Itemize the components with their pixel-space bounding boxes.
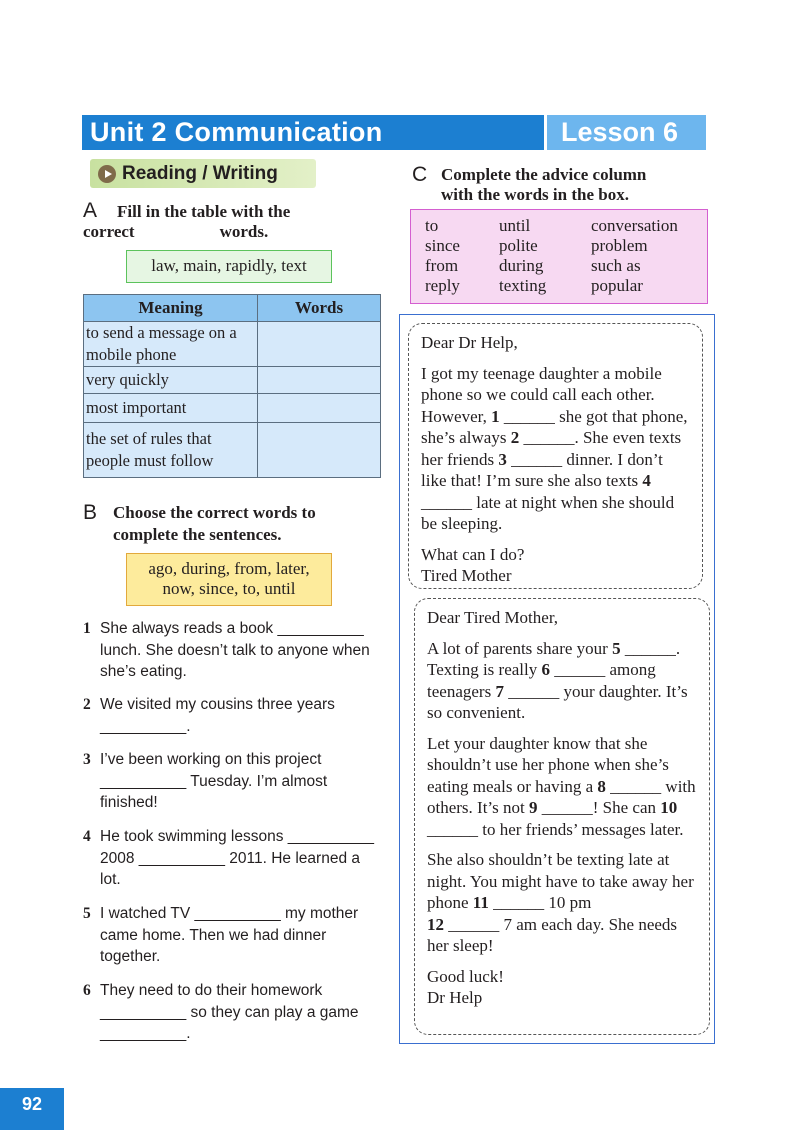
question-text: We visited my cousins three years __________. [100,696,335,735]
question-item [83,826,383,891]
word-box-item: until [499,216,531,235]
table-header-row [84,295,381,322]
letter-paragraph: She also shouldn’t be texting late at night. You might have to take away her phone 11 ______ 10 pm 12 ______ 7 am each day. She needs her sleep! [427,850,694,955]
question-number: 2 [83,696,91,713]
question-number: 1 [83,620,91,637]
table-row [84,322,381,367]
table-cell-meaning: most important [84,394,258,423]
question-item [83,618,383,683]
exercise-a-word-box: law, main, rapidly, text [126,250,332,283]
word-box-item: polite [499,236,538,255]
word-box-line: now, since, to, until [162,579,296,598]
exercise-c-letter: C [412,163,428,186]
exercise-a-letter: A [83,199,98,222]
table-cell-meaning: the set of rules that people must follow [84,423,258,478]
question-number: 4 [83,828,91,845]
page-number: 92 [0,1088,64,1130]
exercise-c-instruction-2: with the words in the box. [441,185,629,204]
letter-greeting: Dear Tired Mother, [427,608,559,627]
question-text: He took swimming lessons __________ 2008 __________ 2011. He learned a lot. [100,828,374,888]
letter-paragraph: A lot of parents share your 5 ______. Texting is really 6 ______ among teenagers 7 ______ your daughter. It’s so convenient. [427,638,688,722]
word-box-item: popular [591,276,643,295]
word-box-item: problem [591,236,648,255]
letter-paragraph: Let your daughter know that she shouldn’t use her phone when she’s eating meals or having a 8 ______ with others. It’s not 9 ______! She can 10 ______ to her friends’ messages later. [427,733,696,839]
table-row [84,394,381,423]
question-text: I’ve been working on this project __________ Tuesday. I’m almost finished! [100,751,328,811]
word-box-item: since [425,236,460,255]
exercise-b-instruction-1: Choose the correct words to [113,503,316,522]
letter-signature: Dr Help [427,988,483,1007]
table-row [84,367,381,394]
question-text: They need to do their homework __________ so they can play a game __________. [100,982,359,1042]
table-cell-answer[interactable] [258,423,381,478]
exercise-a-instruction-1: Fill in the table with the [117,202,291,221]
table-header-meaning: Meaning [84,295,258,322]
word-box-item: texting [499,276,547,295]
table-cell-answer[interactable] [258,322,381,367]
section-tag [90,159,316,188]
word-box-line: ago, during, from, later, [148,559,310,578]
table-cell-meaning: to send a message on a mobile phone [84,322,258,367]
word-box-item: during [499,256,544,275]
letter-closing: Good luck! [427,966,504,986]
exercise-c-word-box [410,209,708,304]
letter-signature: Tired Mother [421,566,512,585]
table-cell-meaning: very quickly [84,367,258,394]
word-box-item: reply [425,276,460,295]
meaning-words-table [83,294,381,478]
exercise-b-instruction-2: complete the sentences. [113,525,282,544]
exercise-a-instruction-2: correct words. [83,222,269,241]
lesson-title: Lesson 6 [547,115,706,150]
table-cell-answer[interactable] [258,367,381,394]
question-item [83,903,383,968]
table-cell-answer[interactable] [258,394,381,423]
question-item [83,694,383,737]
exercise-b-letter: B [83,501,98,524]
unit-header [82,115,706,150]
letter-from-mother [408,323,703,589]
word-box-item: such as [591,256,641,275]
question-text: She always reads a book __________ lunch. She doesn’t talk to anyone when she’s eating. [100,620,370,680]
section-tag-label: Reading / Writing [122,162,278,184]
question-item [83,749,383,814]
question-item [83,980,383,1045]
exercise-b-word-box [126,553,332,606]
word-box-item: conversation [591,216,678,235]
letter-question: What can I do? [421,544,525,564]
unit-title: Unit 2 Communication [82,115,544,150]
table-header-words: Words [258,295,381,322]
question-number: 5 [83,905,91,922]
exercise-c-instruction-1: Complete the advice column [441,165,647,184]
question-number: 3 [83,751,91,768]
letter-greeting: Dear Dr Help, [421,333,518,352]
table-row [84,423,381,478]
letter-paragraph: I got my teenage daughter a mobile phone so we could call each other. However, 1 ______ she got that phone, she’s always 2 ______. She even texts her friends 3 ______ dinner. I don’t like that! I’m sure she also texts 4 ______ late at night when she should be sleeping. [421,363,688,533]
question-number: 6 [83,982,91,999]
word-box-item: from [425,256,459,275]
word-box-item: to [425,216,439,235]
letter-from-dr-help [414,598,710,1035]
question-text: I watched TV __________ my mother came home. Then we had dinner together. [100,905,359,965]
play-icon [98,165,116,183]
